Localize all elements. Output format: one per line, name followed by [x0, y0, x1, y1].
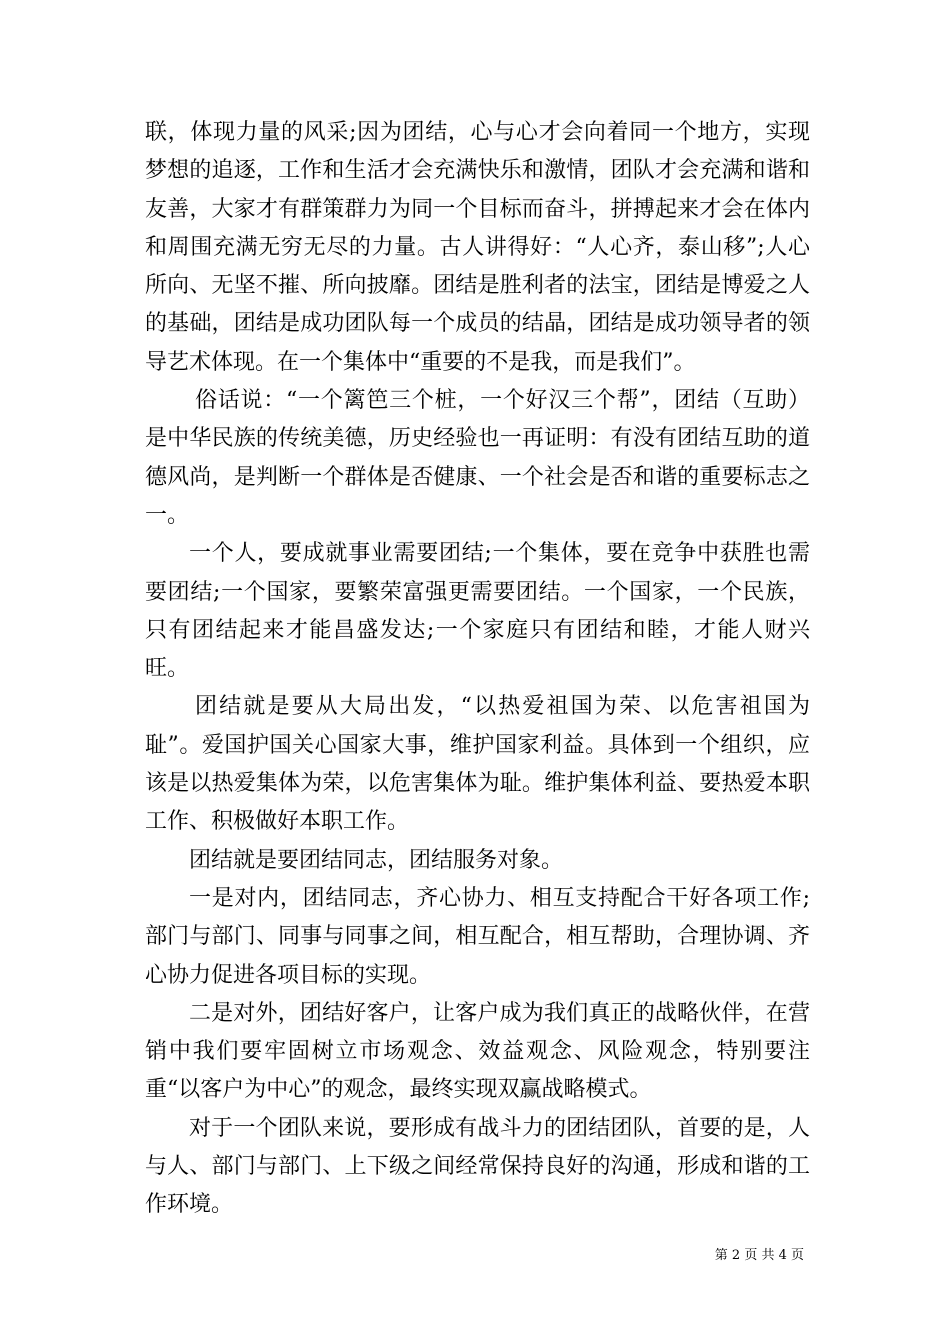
- paragraph-external: 二是对外，团结好客户，让客户成为我们真正的战略伙伴，在营销中我们要牢固树立市场观念、效益观念、风险观念，特别要注重“以客户为中心”的观念，最终实现双赢战略模式。: [145, 1000, 810, 1103]
- document-body: [145, 114, 810, 1225]
- page-number-footer: 第 2 页 共 4 页: [714, 1248, 804, 1263]
- paragraph-unite-colleagues: 团结就是要团结同志，团结服务对象。: [189, 847, 564, 873]
- paragraph-unity-levels: 一个人，要成就事业需要团结;一个集体，要在竞争中获胜也需要团结;一个国家，要繁荣富强更需要团结。一个国家，一个民族，只有团结起来才能昌盛发达;一个家庭只有团结和睦，才能人财兴旺。: [145, 541, 810, 682]
- paragraph-internal: 一是对内，团结同志，齐心协力、相互支持配合干好各项工作;部门与部门、同事与同事之间，相互配合，相互帮助，合理协调、齐心协力促进各项目标的实现。: [145, 885, 810, 988]
- paragraph-big-picture: 团结就是要从大局出发，“以热爱祖国为荣、以危害祖国为耻”。爱国护国关心国家大事，维护国家利益。具体到一个组织，应该是以热爱集体为荣，以危害集体为耻。维护集体利益、要热爱本职工作、积极做好本职工作。: [145, 694, 810, 835]
- paragraph-team-communication: 对于一个团队来说，要形成有战斗力的团结团队，首要的是，人与人、部门与部门、上下级之间经常保持良好的沟通，形成和谐的工作环境。: [145, 1115, 810, 1218]
- paragraph-proverb: 俗话说：“一个篱笆三个桩，一个好汉三个帮”，团结（互助）是中华民族的传统美德，历史经验也一再证明：有没有团结互助的道德风尚，是判断一个群体是否健康、一个社会是否和谐的重要标志之一。: [145, 388, 810, 528]
- paragraph-continued: 联，体现力量的风采;因为团结，心与心才会向着同一个地方，实现梦想的追逐，工作和生活才会充满快乐和激情，团队才会充满和谐和友善，大家才有群策群力为同一个目标而奋斗，拼搏起来才会在体内和周围充满无穷无尽的力量。古人讲得好：“人心齐，泰山移”;人心所向、无坚不摧、所向披靡。团结是胜利者的法宝，团结是博爱之人的基础，团结是成功团队每一个成员的结晶，团结是成功领导者的领导艺术体现。在一个集体中“重要的不是我，而是我们”。: [145, 120, 810, 375]
